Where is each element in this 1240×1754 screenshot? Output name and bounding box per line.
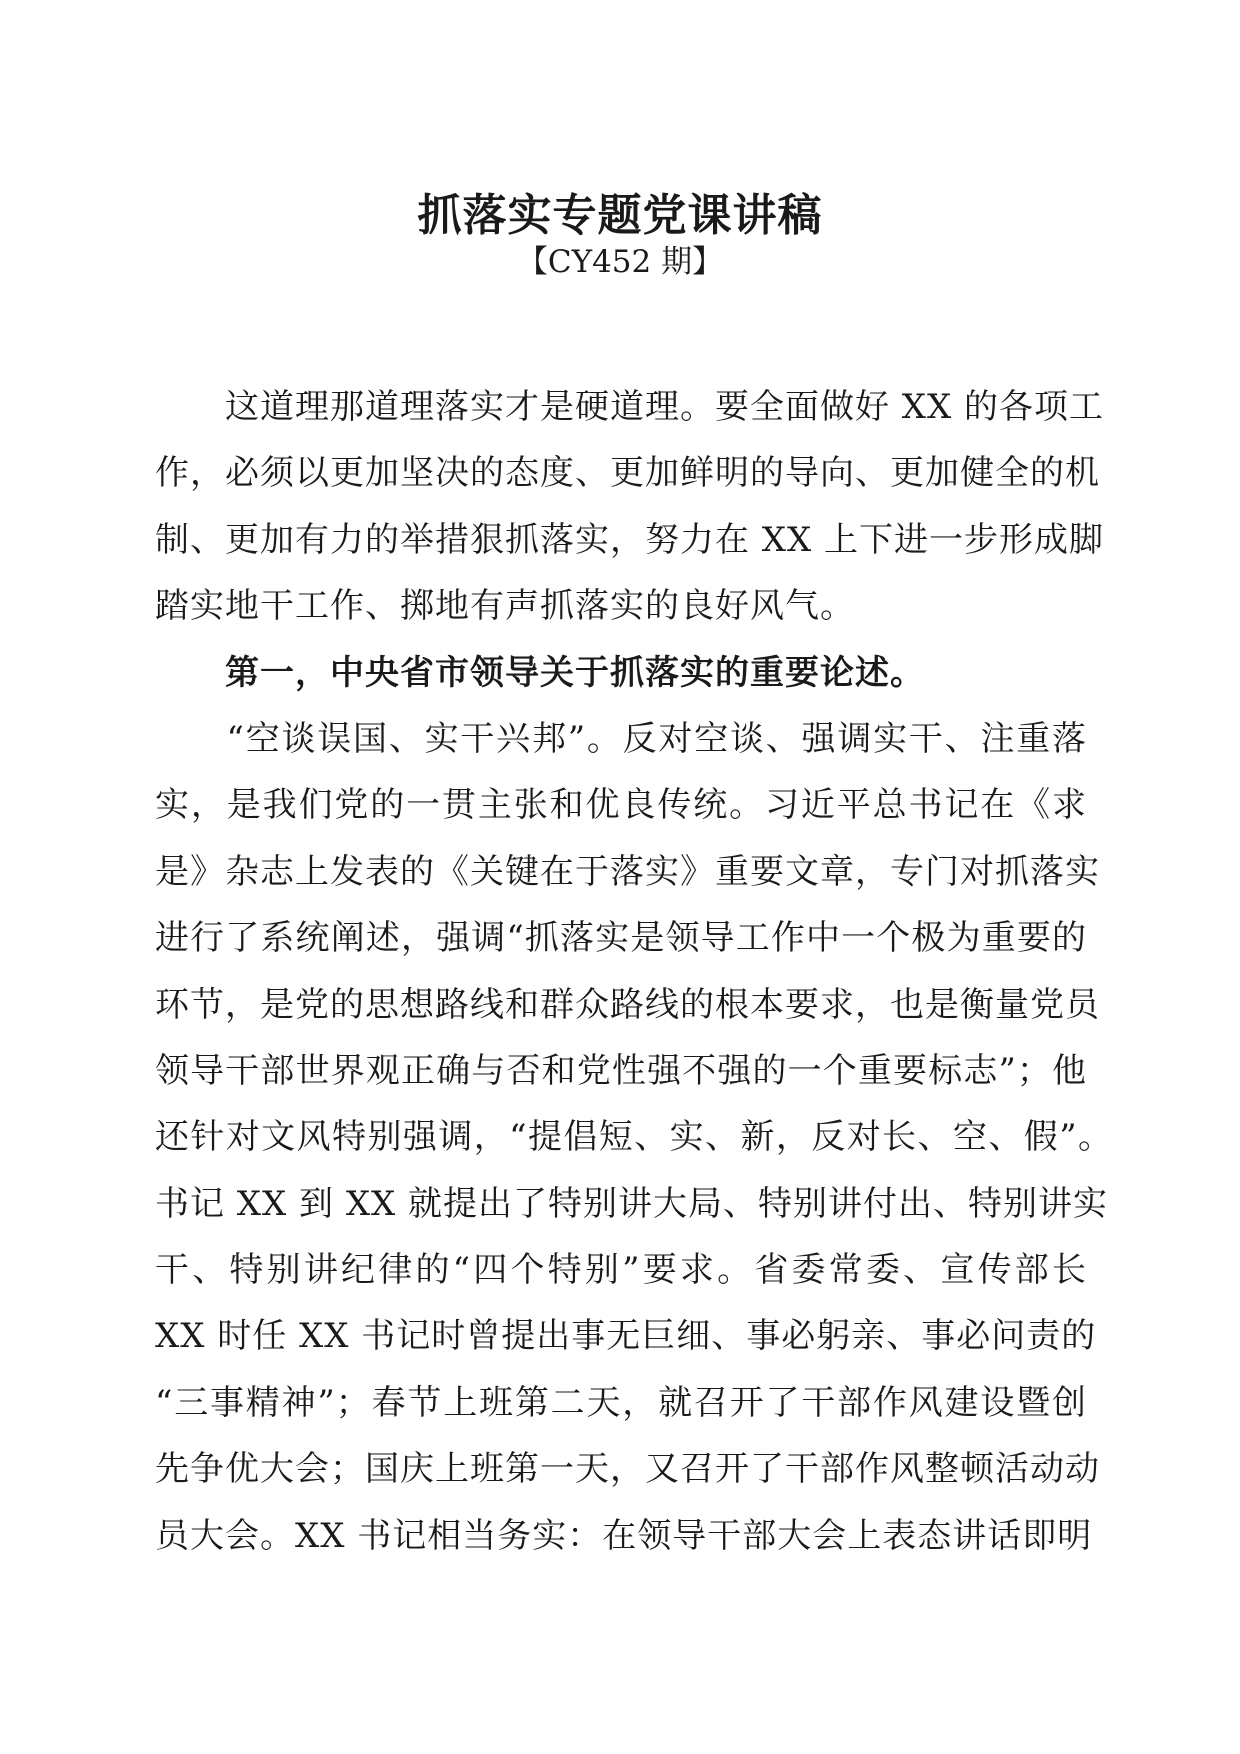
- paragraph-line: 环节，是党的思想路线和群众路线的根本要求，也是衡量党员: [155, 984, 1100, 1025]
- paragraph-line: 这道理那道理落实才是硬道理。要全面做好 XX 的各项工: [155, 387, 1105, 427]
- paragraph-line: 书记 XX 到 XX 就提出了特别讲大局、特别讲付出、特别讲实: [155, 1183, 1109, 1224]
- paragraph-line: 踏实地干工作、掷地有声抓落实的良好风气。: [155, 586, 855, 627]
- paragraph-line: 员大会。XX 书记相当务实：在领导干部大会上表态讲话即明: [155, 1515, 1093, 1556]
- paragraph-line: 制、更加有力的举措狠抓落实，努力在 XX 上下进一步形成脚: [155, 519, 1105, 560]
- paragraph-line: 进行了系统阐述，强调“抓落实是领导工作中一个极为重要的: [155, 918, 1087, 959]
- paragraph-line: “空谈误国、实干兴邦”。反对空谈、强调实干、注重落: [155, 718, 1087, 759]
- paragraph-line: 还针对文风特别强调，“提倡短、实、新，反对长、空、假”。: [155, 1117, 1113, 1158]
- paragraph-line: XX 时任 XX 书记时曾提出事无巨细、事必躬亲、事必问责的: [155, 1316, 1097, 1357]
- paragraph-line: 作，必须以更加坚决的态度、更加鲜明的导向、更加健全的机: [155, 453, 1100, 494]
- paragraph-line: 实，是我们党的一贯主张和优良传统。习近平总书记在《求: [155, 785, 1087, 826]
- document-title: 抓落实专题党课讲稿: [417, 190, 823, 241]
- document-body: [155, 382, 1113, 1577]
- section-heading: 第一，中央省市领导关于抓落实的重要论述。: [155, 652, 925, 693]
- paragraph-line: 先争优大会；国庆上班第一天，又召开了干部作风整顿活动动: [155, 1449, 1100, 1490]
- issue-number: 【CY452 期】: [516, 244, 724, 280]
- paragraph-line: 干、特别讲纪律的“四个特别”要求。省委常委、宣传部长: [155, 1250, 1087, 1291]
- paragraph-line: 领导干部世界观正确与否和党性强不强的一个重要标志”；他: [155, 1050, 1087, 1091]
- paragraph-line: 是》杂志上发表的《关键在于落实》重要文章，专门对抓落实: [155, 851, 1100, 892]
- paragraph-line: “三事精神”；春节上班第二天，就召开了干部作风建设暨创: [155, 1382, 1087, 1423]
